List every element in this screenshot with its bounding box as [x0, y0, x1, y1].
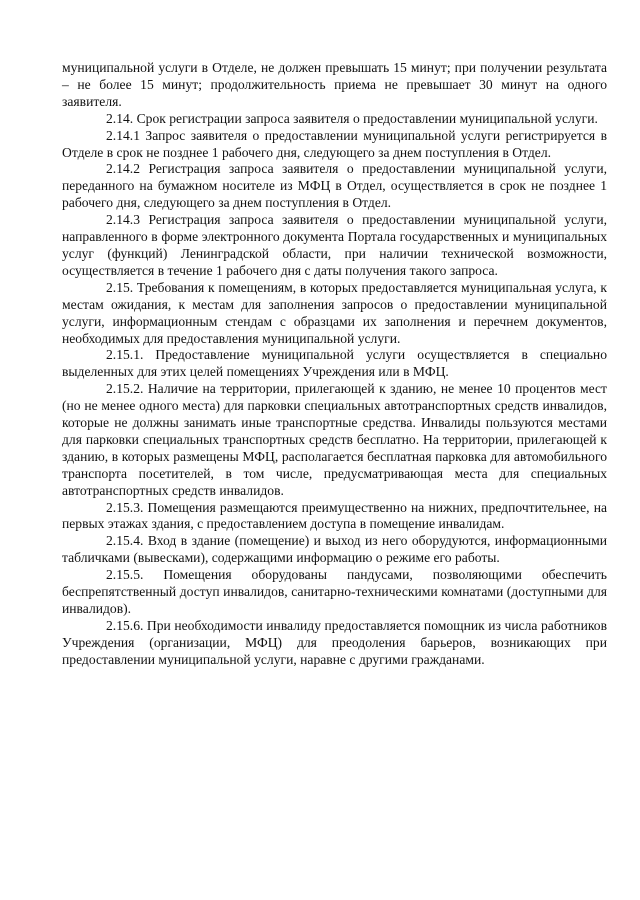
paragraph-2-15-4: 2.15.4. Вход в здание (помещение) и выход из него оборудуются, информационными табличками (вывесками), содержащими информацию о режиме его работы.: [62, 533, 607, 566]
paragraph-2-14: 2.14. Срок регистрации запроса заявителя о предоставлении муниципальной услуги.: [106, 110, 598, 126]
paragraph-2-15-2: 2.15.2. Наличие на территории, прилегающей к зданию, не менее 10 процентов мест (но не менее одного места) для парковки специальных автотранспортных средств инвалидов, которые не должны занимать иные транспортные средства. Инвалиды пользуются местами для парковки специальных транспортных средств бесплатно. На территории, прилегающей к зданию, в которых размещены МФЦ, располагается бесплатная парковка для автомобильного транспорта посетителей, в том числе, предусматривающая места для специальных автотранспортных средств инвалидов.: [62, 381, 607, 498]
paragraph-2-15-1: 2.15.1. Предоставление муниципальной услуги осуществляется в специально выделенных для этих целей помещениях Учреждения или в МФЦ.: [62, 347, 607, 380]
paragraph-2-15: 2.15. Требования к помещениям, в которых предоставляется муниципальная услуга, к местам ожидания, к местам для заполнения запросов о предоставлении муниципальной услуги, информационным стендам с образцами их заполнения и перечнем документов, необходимых для предоставления муниципальной услуги.: [62, 279, 607, 346]
document-body: [62, 60, 607, 669]
paragraph-2-14-3: 2.14.3 Регистрация запроса заявителя о предоставлении муниципальной услуги, направленного в форме электронного документа Портала государственных и муниципальных услуг (функций) Ленинградской области, при наличии технической возможности, осуществляется в течение 1 рабочего дня с даты получения такого запроса.: [62, 212, 607, 278]
paragraph-2-15-6: 2.15.6. При необходимости инвалиду предоставляется помощник из числа работников Учреждения (организации, МФЦ) для преодоления барьеров, возникающих при предоставлении муниципальной услуги, наравне с другими гражданами.: [62, 617, 607, 667]
paragraph-2-14-2: 2.14.2 Регистрация запроса заявителя о предоставлении муниципальной услуги, переданного на бумажном носителе из МФЦ в Отдел, осуществляется в срок не позднее 1 рабочего дня, следующего за днем поступления в Отдел.: [62, 161, 607, 211]
paragraph-2-15-5: 2.15.5. Помещения оборудованы пандусами, позволяющими обеспечить беспрепятственный доступ инвалидов, санитарно-техническими комнатами (доступными для инвалидов).: [62, 567, 607, 616]
paragraph-2-15-3: 2.15.3. Помещения размещаются преимущественно на нижних, предпочтительнее, на первых этажах здания, с предоставлением доступа в помещение инвалидам.: [62, 499, 607, 532]
paragraph-2-14-1: 2.14.1 Запрос заявителя о предоставлении муниципальной услуги регистрируется в Отделе в срок не позднее 1 рабочего дня, следующего за днем поступления в Отдел.: [62, 127, 607, 160]
paragraph-continuation: муниципальной услуги в Отделе, не должен превышать 15 минут; при получении результата – не более 15 минут; продолжительность приема не превышает 30 минут на одного заявителя.: [62, 60, 607, 109]
